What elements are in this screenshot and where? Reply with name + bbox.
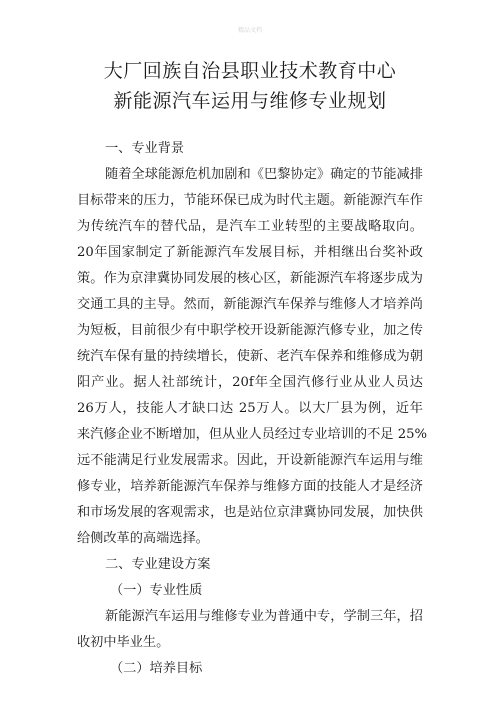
- paragraph-line: 交通工具的主导。然而，新能源汽车保养与维修人才培养尚: [77, 297, 423, 312]
- paragraph-line: 统汽车保有量的持续增长，使新、老汽车保养和维修成为朝: [77, 349, 423, 364]
- paragraph-line: 26万人，技能人才缺口达 25万人。以大厂县为例，近年: [77, 401, 423, 416]
- paragraph-line: 随着全球能源危机加剧和《巴黎协定》确定的节能减排: [105, 167, 423, 182]
- paragraph-line: 给侧改革的高端选择。: [77, 531, 209, 546]
- paragraph-line: 阳产业。据人社部统计，20f年全国汽修行业从业人员达: [77, 375, 423, 390]
- subsection-heading-nature: （一）专业性质: [110, 583, 203, 598]
- paragraph-line: 修专业，培养新能源汽车保养与维修方面的技能人才是经济: [77, 479, 423, 494]
- watermark: 精品文档: [237, 27, 262, 34]
- paragraph-line: 20年国家制定了新能源汽车发展目标，并相继出台奖补政: [77, 245, 423, 260]
- section-heading-background: 一、专业背景: [105, 141, 185, 156]
- paragraph-line: 新能源汽车运用与维修专业为普通中专，学制三年，招: [105, 609, 423, 624]
- section-heading-plan: 二、专业建设方案: [105, 557, 211, 572]
- paragraph-line: 为传统汽车的替代品，是汽车工业转型的主要战略取向。: [77, 219, 423, 234]
- paragraph-line: 目标带来的压力，节能环保已成为时代主题。新能源汽车作: [77, 193, 423, 208]
- paragraph-line: 来汽修企业不断增加，但从业人员经过专业培训的不足 25%: [77, 427, 428, 442]
- paragraph-line: 策。作为京津冀协同发展的核心区，新能源汽车将逐步成为: [77, 271, 423, 286]
- paragraph-line: 远不能满足行业发展需求。因此，开设新能源汽车运用与维: [77, 453, 423, 468]
- subsection-heading-goals: （二）培养目标: [110, 661, 203, 676]
- paragraph-line: 收初中毕业生。: [77, 635, 170, 650]
- paragraph-line: 和市场发展的客观需求，也是站位京津冀协同发展，加快供: [77, 505, 423, 520]
- paragraph-line: 为短板，目前很少有中职学校开设新能源汽修专业，加之传: [77, 323, 423, 338]
- document-title-line-1: 大厂回族自治县职业技术教育中心: [103, 60, 397, 82]
- document-title-line-2: 新能源汽车运用与维修专业规划: [113, 90, 387, 112]
